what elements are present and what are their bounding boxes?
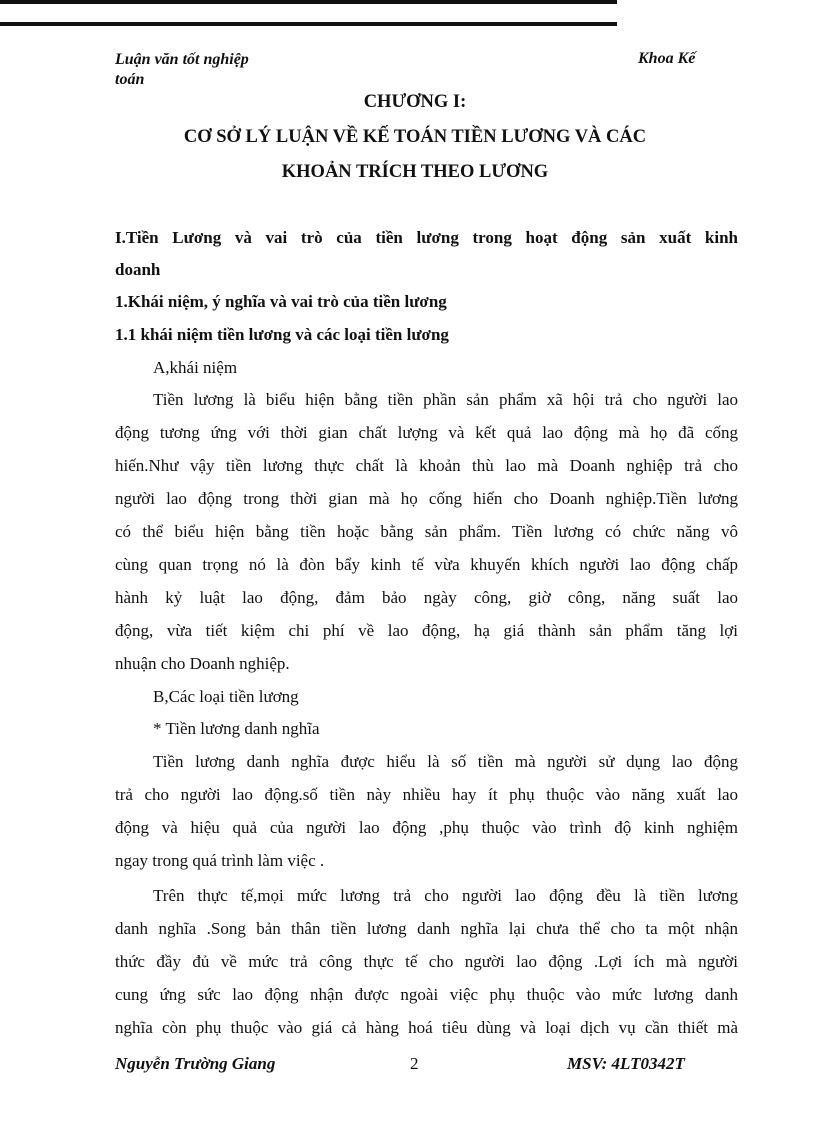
top-rule-second: [0, 22, 617, 26]
paragraph-line: nhuận cho Doanh nghiệp.: [115, 654, 290, 673]
chapter-title-line-1: CƠ SỞ LÝ LUẬN VỀ KẾ TOÁN TIỀN LƯƠNG VÀ CÁC: [183, 127, 647, 147]
section-heading-I: I.Tiền Lương và vai trò của tiền lương trong hoạt động sản xuất kinh: [115, 228, 738, 247]
paragraph-line: người lao động trong thời gian mà họ cống hiến cho Doanh nghiệp.Tiền lương: [115, 489, 738, 508]
paragraph-line: động, vừa tiết kiệm chi phí về lao động, hạ giá thành sản phẩm tăng lợi: [115, 621, 738, 640]
paragraph-line: danh nghĩa .Song bản thân tiền lương danh nghĩa lại chưa thể cho ta một nhận: [115, 919, 738, 938]
paragraph-line: trả cho người lao động.số tiền này nhiều hay ít phụ thuộc vào năng xuất lao: [115, 785, 738, 804]
footer-student-id: MSV: 4LT0342T: [567, 1054, 685, 1073]
paragraph-line: nghĩa còn phụ thuộc vào giá cả hàng hoá tiêu dùng và loại dịch vụ cần thiết mà: [115, 1018, 738, 1037]
paragraph-line: cùng quan trọng nó là đòn bẩy kinh tế vừa khuyến khích người lao động chấp: [115, 555, 738, 574]
top-rule: [0, 0, 617, 4]
section-heading-1: 1.Khái niệm, ý nghĩa và vai trò của tiền lương: [115, 292, 447, 311]
paragraph-line: động và hiệu quả của người lao động ,phụ thuộc vào trình độ kinh nghiệm: [115, 818, 738, 837]
running-header-right: Khoa Kế: [638, 50, 696, 67]
subheading-a: A,khái niệm: [153, 358, 238, 377]
running-header-left: [115, 50, 415, 90]
paragraph-line: thức đầy đủ về mức trả công thực tế cho người lao động .Lợi ích mà người: [115, 952, 738, 971]
paragraph-line: hiến.Như vậy tiền lương thực chất là khoản thù lao mà Doanh nghiệp trả cho: [115, 456, 738, 475]
paragraph-line: Tiền lương là biểu hiện bằng tiền phần sản phẩm xã hội trả cho người lao: [153, 390, 738, 409]
footer-author: Nguyễn Trường Giang: [115, 1054, 276, 1073]
page-number: 2: [410, 1054, 419, 1073]
header-left-text: Luận văn tốt nghiệp: [115, 51, 249, 68]
paragraph-line: Trên thực tế,mọi mức lương trả cho người lao động đều là tiền lương: [153, 886, 738, 905]
paragraph-line: có thể biểu hiện bằng tiền hoặc bằng sản phẩm. Tiền lương có chức năng vô: [115, 522, 738, 541]
section-heading-1-1: 1.1 khái niệm tiền lương và các loại tiền lương: [115, 325, 449, 344]
paragraph-line: cung ứng sức lao động nhận được ngoài việc phụ thuộc vào mức lương danh: [115, 985, 738, 1004]
bullet-item: * Tiền lương danh nghĩa: [153, 719, 320, 738]
header-left-continuation: toán: [115, 71, 145, 88]
paragraph-line: Tiền lương danh nghĩa được hiểu là số tiền mà người sử dụng lao động: [153, 752, 738, 771]
subheading-b: B,Các loại tiền lương: [153, 687, 299, 706]
chapter-label: CHƯƠNG I:: [363, 92, 467, 112]
paragraph-line: động tương ứng với thời gian chất lượng và kết quả lao động mà họ đã cống: [115, 423, 738, 442]
section-heading-I-cont: doanh: [115, 260, 161, 279]
paragraph-line: hành kỷ luật lao động, đảm bảo ngày công, giờ công, năng suất lao: [115, 588, 738, 607]
chapter-title-line-2: KHOẢN TRÍCH THEO LƯƠNG: [281, 162, 549, 182]
paragraph-line: ngay trong quá trình làm việc .: [115, 851, 325, 870]
